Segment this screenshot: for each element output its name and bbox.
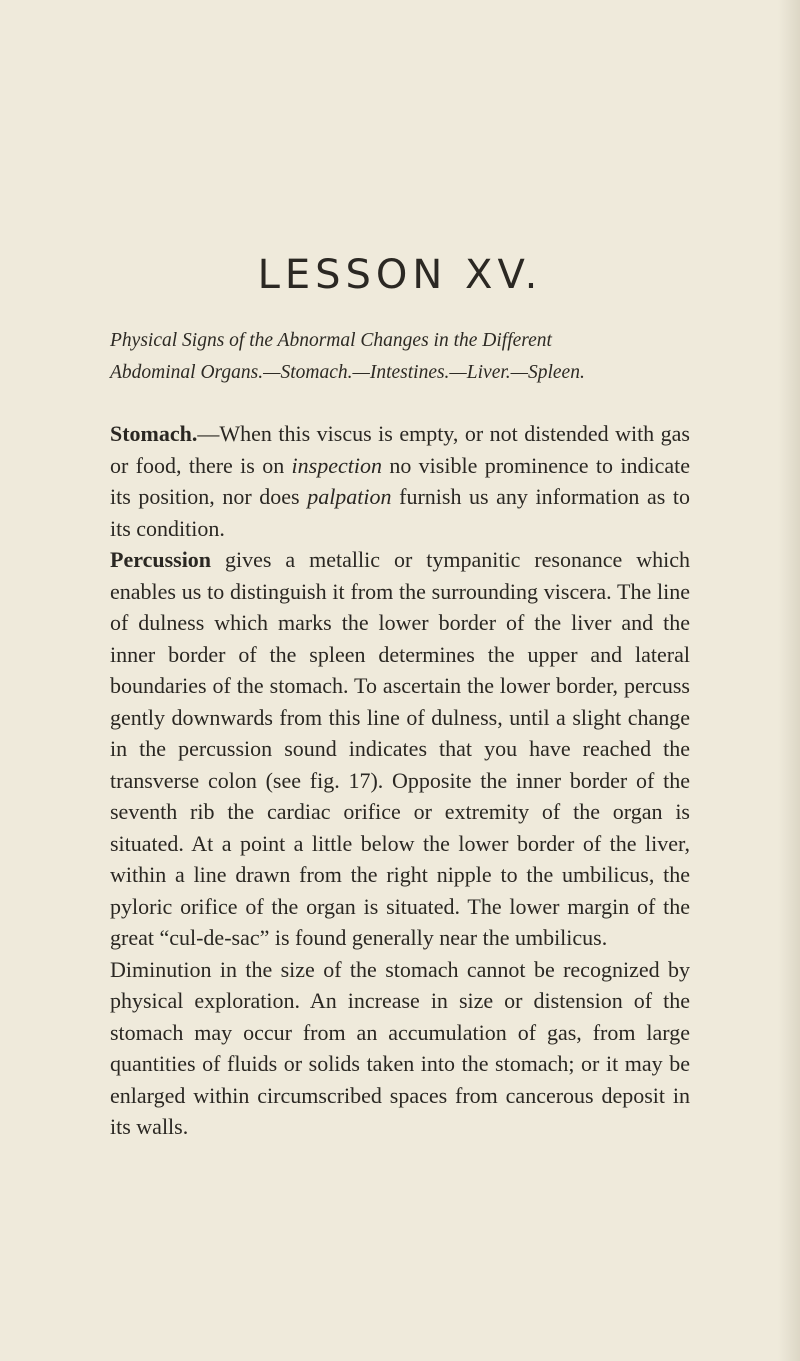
page-edge-shadow xyxy=(778,0,800,1361)
lesson-title: LESSON XV. xyxy=(257,252,543,298)
paragraph-text: gives a metallic or tympanitic resonance which enables us to distinguish it from the surrounding viscera. The line of dulness which marks the lower border of the liver and the inner border of the spleen determines the upper and lateral boundaries of the stomach. To ascertain the lower border, percuss gently downwards from this line of dulness, until a slight change in the percussion sound indicates that you have reached the transverse colon (see fig. 17). Opposite the inner border of the seventh rib the cardiac orifice or extremity of the organ is situated. At a point a little below the lower border of the liver, within a line drawn from the right nipple to the umbilicus, the pyloric orifice of the organ is situated. The lower margin of the great “cul-de-sac” is found generally near the umbilicus. xyxy=(110,547,690,950)
subtitle-line-1: Physical Signs of the Abnormal Changes in the Different xyxy=(110,330,552,351)
paragraph-text: —When this viscus is empty, or not distended with gas or food, there is on xyxy=(110,421,690,478)
paragraph-text: furnish us any information as to its condition. xyxy=(110,484,690,541)
emphasis-palpation: palpation xyxy=(307,484,392,509)
emphasis-inspection: inspection xyxy=(291,452,382,478)
paragraph-text: no visible prominence to indicate its position, nor does xyxy=(110,452,690,509)
paragraph-diminution xyxy=(110,954,690,1143)
paragraph-lead: Percussion xyxy=(110,547,212,572)
paragraph-percussion xyxy=(110,544,690,954)
paragraph-stomach xyxy=(110,418,690,544)
subtitle-line-2: Abdominal Organs.—Stomach.—Intestines.—Liver.—Spleen. xyxy=(110,362,585,383)
paragraph-lead: Stomach. xyxy=(110,421,198,446)
paragraph-text: Diminution in the size of the stomach cannot be recognized by physical exploration. An increase in size or distension of the stomach may occur from an accumulation of gas, from large quantities of fluids or solids taken into the stomach; or it may be enlarged within circumscribed spaces from cancerous deposit in its walls. xyxy=(110,956,690,1139)
lesson-body xyxy=(110,418,690,1143)
lesson-subtitle xyxy=(110,325,670,389)
